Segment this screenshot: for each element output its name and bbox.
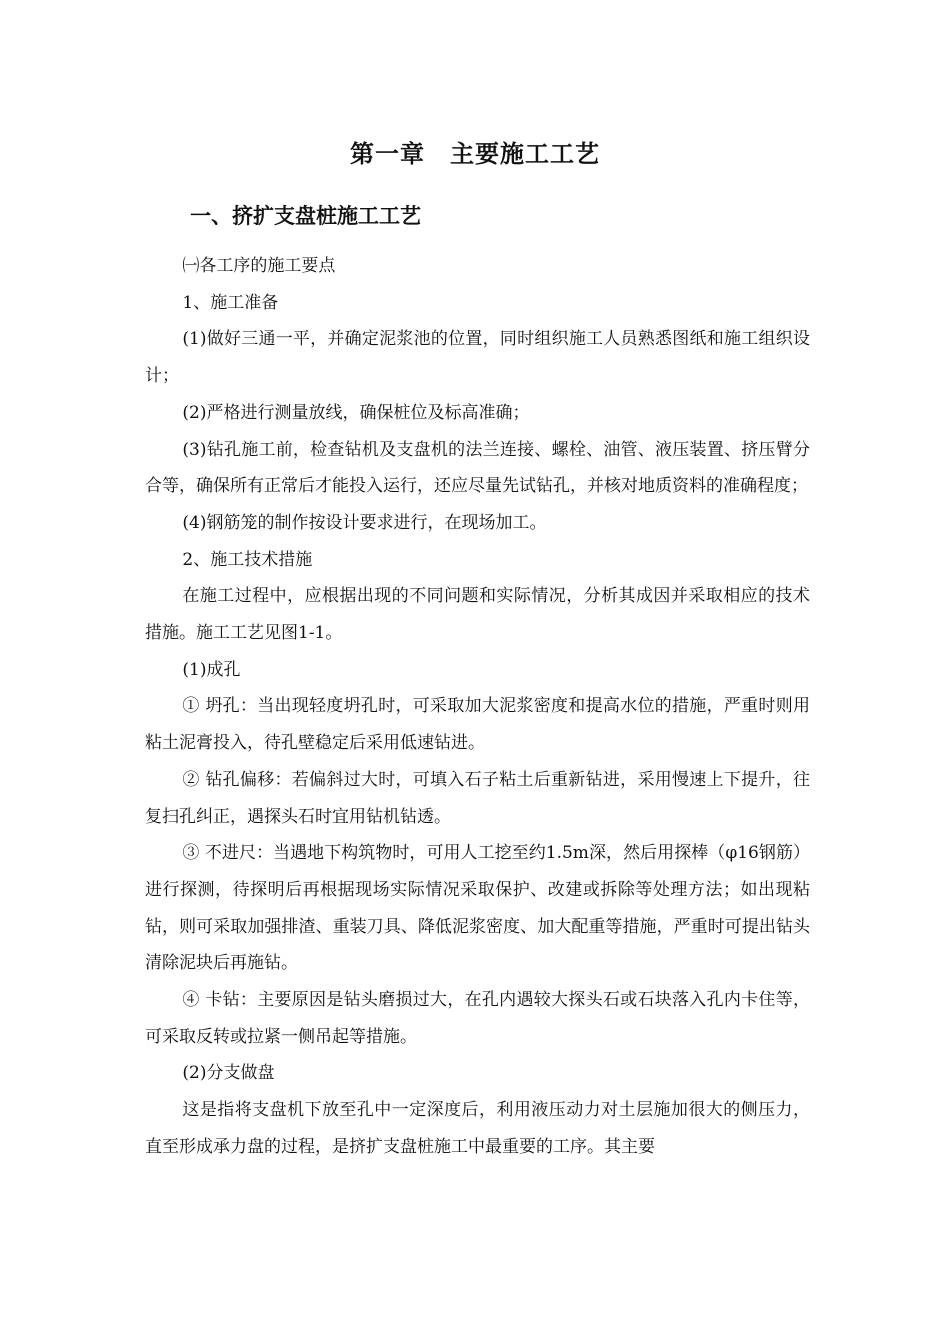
paragraph: (3)钻孔施工前，检查钻机及支盘机的法兰连接、螺栓、油管、液压装置、挤压臂分合等，确保所有正常后才能投入运行，还应尽量先试钻孔，并核对地质资料的准确程度； (145, 439, 810, 497)
body-text (145, 248, 810, 1166)
item-heading: (2)分支做盘 (182, 1063, 275, 1084)
paragraph: ② 钻孔偏移：若偏斜过大时，可填入石子粘土后重新钻进，采用慢速上下提升，往复扫孔纠正，遇探头石时宜用钻机钻透。 (145, 769, 810, 827)
item-heading: 1、施工准备 (182, 292, 279, 313)
subsection-heading: ㈠各工序的施工要点 (182, 256, 336, 276)
paragraph: 在施工过程中，应根据出现的不同问题和实际情况，分析其成因并采取相应的技术措施。施工工艺见图1-1。 (145, 586, 810, 644)
paragraph: ④ 卡钻：主要原因是钻头磨损过大，在孔内遇较大探头石或石块落入孔内卡住等，可采取反转或拉紧一侧吊起等措施。 (145, 990, 810, 1047)
paragraph: (1)做好三通一平，并确定泥浆池的位置，同时组织施工人员熟悉图纸和施工组织设计； (145, 329, 810, 387)
item-heading: 2、施工技术措施 (182, 549, 313, 570)
chapter-title: 第一章 主要施工工艺 (350, 140, 600, 168)
paragraph: (4)钢筋笼的制作按设计要求进行，在现场加工。 (182, 512, 547, 533)
paragraph: ③ 不进尺：当遇地下构筑物时，可用人工挖至约1.5m深，然后用探棒（φ16钢筋）进行探测，待探明后再根据现场实际情况采取保护、改建或拆除等处理方法；如出现粘钻，则可采取加强排渣、重装刀具、降低泥浆密度、加大配重等措施，严重时可提出钻头清除泥块后再施钻。 (145, 843, 810, 974)
section-title: 一、挤扩支盘桩施工工艺 (190, 204, 421, 228)
paragraph: 这是指将支盘机下放至孔中一定深度后，利用液压动力对土层施加很大的侧压力，直至形成承力盘的过程，是挤扩支盘桩施工中最重要的工序。其主要 (145, 1100, 810, 1157)
paragraph: ① 坍孔：当出现轻度坍孔时，可采取加大泥浆密度和提高水位的措施，严重时则用粘土泥膏投入，待孔壁稳定后采用低速钻进。 (145, 696, 810, 754)
paragraph: (2)严格进行测量放线，确保桩位及标高准确； (182, 402, 530, 423)
item-heading: (1)成孔 (182, 659, 241, 680)
